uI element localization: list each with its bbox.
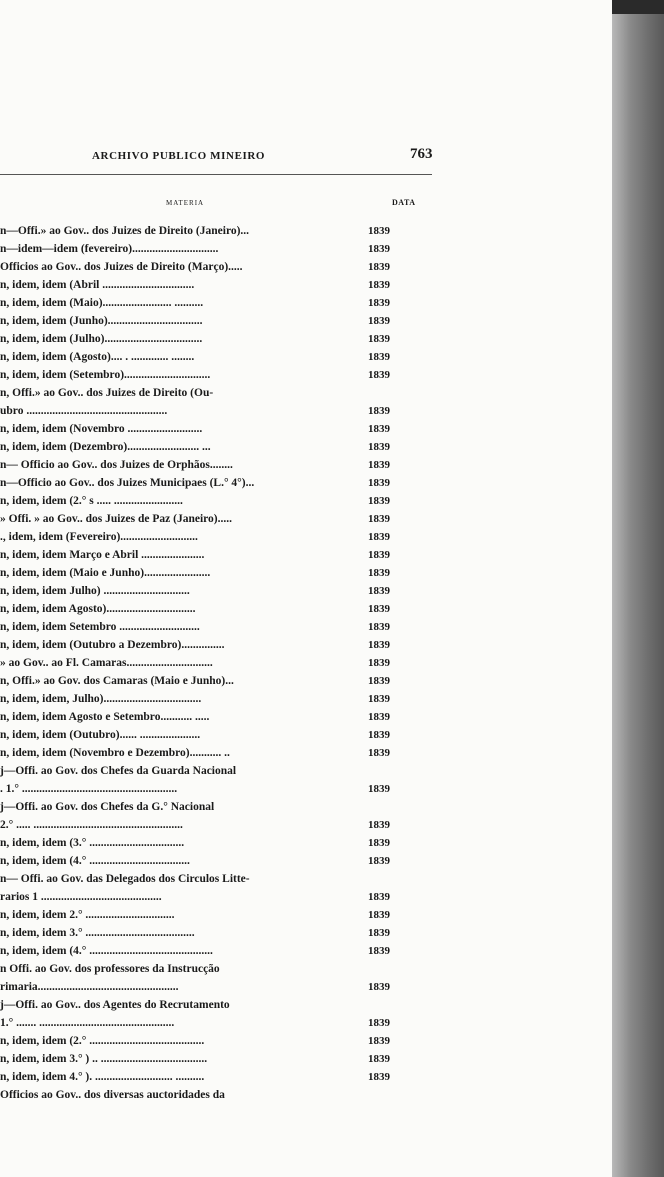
list-item bbox=[0, 420, 432, 438]
entry-year: 1839 bbox=[368, 531, 390, 543]
list-item bbox=[0, 528, 432, 546]
entry-text: j—Offi. ao Gov. dos Chefes da Guarda Nacional bbox=[0, 765, 237, 777]
list-item bbox=[0, 1014, 432, 1032]
list-item bbox=[0, 294, 432, 312]
entry-text: Officios ao Gov.. dos Juizes de Direito (Março)..... bbox=[0, 261, 243, 273]
entry-year: 1839 bbox=[368, 459, 390, 471]
entry-text: n, idem, idem (Novembro e Dezembro)........... .. bbox=[0, 747, 230, 759]
entry-year: 1839 bbox=[368, 225, 390, 237]
entry-year: 1839 bbox=[368, 639, 390, 651]
page-number: 763 bbox=[410, 146, 433, 162]
list-item bbox=[0, 384, 432, 402]
list-item bbox=[0, 582, 432, 600]
entry-text: n Offi. ao Gov. dos professores da Instrucção bbox=[0, 963, 220, 975]
entry-year: 1839 bbox=[368, 729, 390, 741]
entry-year: 1839 bbox=[368, 423, 390, 435]
entry-text: n, idem, idem Agosto)............................... bbox=[0, 603, 196, 615]
entry-year: 1839 bbox=[368, 891, 390, 903]
entry-text: n, idem, idem, Julho).................................. bbox=[0, 693, 202, 705]
entry-text: rarios 1 .......................................... bbox=[0, 891, 162, 903]
entry-year: 1839 bbox=[368, 855, 390, 867]
list-item bbox=[0, 978, 432, 996]
entry-year: 1839 bbox=[368, 1071, 390, 1083]
entry-text: n, idem, idem (Julho).................................. bbox=[0, 333, 203, 345]
entry-text: n, idem, idem 3.° ) .. ..................................... bbox=[0, 1053, 208, 1065]
entry-text: 2.° ..... .................................................... bbox=[0, 819, 183, 831]
list-item bbox=[0, 564, 432, 582]
entry-text: n, idem, idem (Outubro a Dezembro)............... bbox=[0, 639, 225, 651]
entry-year: 1839 bbox=[368, 513, 390, 525]
entry-text: n, idem, idem (Dezembro)......................... ... bbox=[0, 441, 211, 453]
list-item bbox=[0, 240, 432, 258]
entry-text: j—Offi. ao Gov. dos Chefes da G.° Nacional bbox=[0, 801, 215, 813]
entry-text: rimaria................................................. bbox=[0, 981, 179, 993]
entry-year: 1839 bbox=[368, 1053, 390, 1065]
entry-text: n, idem, idem (Junho)................................. bbox=[0, 315, 203, 327]
list-item bbox=[0, 474, 432, 492]
entry-year: 1839 bbox=[368, 243, 390, 255]
entry-text: 1.° ....... ............................................... bbox=[0, 1017, 175, 1029]
entry-text: n, idem, idem (4.° ................................... bbox=[0, 855, 190, 867]
entry-year: 1839 bbox=[368, 333, 390, 345]
list-item bbox=[0, 438, 432, 456]
entry-text: j—Offi. ao Gov.. dos Agentes do Recrutamento bbox=[0, 999, 230, 1011]
list-item bbox=[0, 852, 432, 870]
list-item bbox=[0, 672, 432, 690]
list-item bbox=[0, 654, 432, 672]
entry-text: n, idem, idem (2.° s ..... ........................ bbox=[0, 495, 183, 507]
list-item bbox=[0, 348, 432, 366]
entry-year: 1839 bbox=[368, 927, 390, 939]
list-item bbox=[0, 1086, 432, 1104]
entry-year: 1839 bbox=[368, 621, 390, 633]
entry-text: n, idem, idem (Maio e Junho)....................... bbox=[0, 567, 211, 579]
list-item bbox=[0, 402, 432, 420]
entry-year: 1839 bbox=[368, 1017, 390, 1029]
entry-text: n— Officio ao Gov.. dos Juizes de Orphãos........ bbox=[0, 459, 233, 471]
entry-year: 1839 bbox=[368, 585, 390, 597]
entry-year: 1839 bbox=[368, 945, 390, 957]
entry-text: n, idem, idem Julho) .............................. bbox=[0, 585, 190, 597]
list-item bbox=[0, 276, 432, 294]
entry-year: 1839 bbox=[368, 495, 390, 507]
entry-text: n— Offi. ao Gov. das Delegados dos Circulos Litte- bbox=[0, 873, 250, 885]
entry-year: 1839 bbox=[368, 603, 390, 615]
entry-year: 1839 bbox=[368, 1035, 390, 1047]
list-item bbox=[0, 996, 432, 1014]
entry-year: 1839 bbox=[368, 261, 390, 273]
entry-text: n, idem, idem 4.° ). ........................... .......... bbox=[0, 1071, 205, 1083]
entry-year: 1839 bbox=[368, 441, 390, 453]
list-item bbox=[0, 834, 432, 852]
entry-year: 1839 bbox=[368, 783, 390, 795]
entry-text: n, idem, idem (4.° ........................................... bbox=[0, 945, 213, 957]
entry-year: 1839 bbox=[368, 351, 390, 363]
list-item bbox=[0, 798, 432, 816]
entry-text: n, idem, idem (Setembro).............................. bbox=[0, 369, 211, 381]
list-item bbox=[0, 1032, 432, 1050]
list-item bbox=[0, 942, 432, 960]
entry-text: . 1.° ...................................................... bbox=[0, 783, 178, 795]
entry-text: Officios ao Gov.. dos diversas auctoridades da bbox=[0, 1089, 225, 1101]
entry-year: 1839 bbox=[368, 747, 390, 759]
list-item bbox=[0, 690, 432, 708]
book-binding bbox=[612, 0, 664, 1177]
entry-text: n—Offi.» ao Gov.. dos Juizes de Direito (Janeiro)... bbox=[0, 225, 250, 237]
entry-text: n, idem, idem Agosto e Setembro........... ..... bbox=[0, 711, 210, 723]
entry-year: 1839 bbox=[368, 369, 390, 381]
column-heading-materia: MATERIA bbox=[166, 199, 205, 207]
entry-year: 1839 bbox=[368, 315, 390, 327]
entry-year: 1839 bbox=[368, 549, 390, 561]
entry-text: n, idem, idem (Maio)........................ .......... bbox=[0, 297, 204, 309]
entry-text: n, idem, idem Setembro ............................ bbox=[0, 621, 200, 633]
list-item bbox=[0, 960, 432, 978]
list-item bbox=[0, 258, 432, 276]
entry-text: n, idem, idem (Outubro)...... ..................... bbox=[0, 729, 201, 741]
binding-shadow bbox=[612, 0, 664, 14]
entry-text: n, Offi.» ao Gov. dos Camaras (Maio e Junho)... bbox=[0, 675, 234, 687]
entry-year: 1839 bbox=[368, 405, 390, 417]
entry-year: 1839 bbox=[368, 675, 390, 687]
list-item bbox=[0, 312, 432, 330]
entry-year: 1839 bbox=[368, 711, 390, 723]
entry-text: n, idem, idem (3.° ................................. bbox=[0, 837, 185, 849]
list-item bbox=[0, 744, 432, 762]
entries-list bbox=[0, 222, 432, 1104]
entry-text: ubro ................................................. bbox=[0, 405, 168, 417]
entry-text: n, idem, idem Março e Abril ...................... bbox=[0, 549, 205, 561]
entry-year: 1839 bbox=[368, 477, 390, 489]
page-header bbox=[0, 146, 432, 168]
list-item bbox=[0, 492, 432, 510]
list-item bbox=[0, 1068, 432, 1086]
list-item bbox=[0, 906, 432, 924]
list-item bbox=[0, 888, 432, 906]
list-item bbox=[0, 816, 432, 834]
list-item bbox=[0, 510, 432, 528]
entry-year: 1839 bbox=[368, 657, 390, 669]
entry-text: n, idem, idem (2.° ........................................ bbox=[0, 1035, 205, 1047]
entry-year: 1839 bbox=[368, 279, 390, 291]
list-item bbox=[0, 780, 432, 798]
entry-text: » ao Gov.. ao Fl. Camaras.............................. bbox=[0, 657, 213, 669]
list-item bbox=[0, 600, 432, 618]
list-item bbox=[0, 546, 432, 564]
entry-year: 1839 bbox=[368, 297, 390, 309]
entry-year: 1839 bbox=[368, 981, 390, 993]
column-heading-data: DATA bbox=[392, 198, 416, 207]
list-item bbox=[0, 924, 432, 942]
list-item bbox=[0, 330, 432, 348]
entry-text: ., idem, idem (Fevereiro)........................... bbox=[0, 531, 198, 543]
running-title: ARCHIVO PUBLICO MINEIRO bbox=[92, 150, 266, 162]
list-item bbox=[0, 870, 432, 888]
list-item bbox=[0, 726, 432, 744]
list-item bbox=[0, 618, 432, 636]
entry-year: 1839 bbox=[368, 909, 390, 921]
entry-text: n, idem, idem (Agosto).... . ............. ........ bbox=[0, 351, 195, 363]
list-item bbox=[0, 636, 432, 654]
entry-text: n—Officio ao Gov.. dos Juizes Municipaes (L.° 4°)... bbox=[0, 477, 255, 489]
list-item bbox=[0, 762, 432, 780]
list-item bbox=[0, 222, 432, 240]
entry-text: n, idem, idem (Abril ................................ bbox=[0, 279, 195, 291]
entry-text: n, idem, idem 3.° ...................................... bbox=[0, 927, 195, 939]
entry-year: 1839 bbox=[368, 567, 390, 579]
entry-year: 1839 bbox=[368, 837, 390, 849]
entry-year: 1839 bbox=[368, 693, 390, 705]
list-item bbox=[0, 456, 432, 474]
list-item bbox=[0, 708, 432, 726]
header-rule bbox=[0, 174, 432, 175]
entry-text: n, idem, idem (Novembro .......................... bbox=[0, 423, 203, 435]
entry-text: n, Offi.» ao Gov.. dos Juizes de Direito (Ou- bbox=[0, 387, 214, 399]
entry-text: n—idem—idem (fevereiro).............................. bbox=[0, 243, 219, 255]
entry-year: 1839 bbox=[368, 819, 390, 831]
list-item bbox=[0, 366, 432, 384]
entry-text: n, idem, idem 2.° ............................... bbox=[0, 909, 175, 921]
list-item bbox=[0, 1050, 432, 1068]
entry-text: » Offi. » ao Gov.. dos Juizes de Paz (Janeiro)..... bbox=[0, 513, 233, 525]
